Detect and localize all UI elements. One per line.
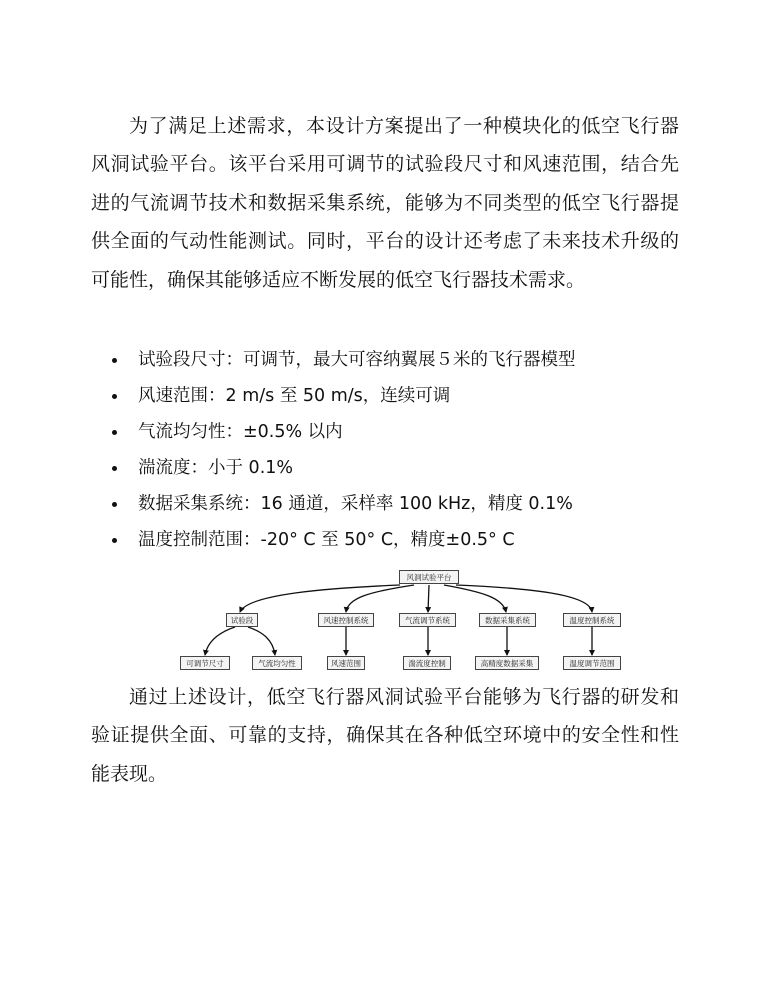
diagram-leaf-speed-range: 风速范围 — [327, 656, 365, 670]
edge-test-section-to-adjustable-size — [205, 627, 235, 655]
diagram-root-node: 风洞试验平台 — [399, 570, 459, 584]
spec-item: 数据采集系统：16 通道，采样率 100 kHz，精度 0.1% — [111, 486, 576, 522]
spec-item: 湍流度：小于 0.1% — [111, 450, 576, 486]
edge-root-to-data-acquisition — [444, 585, 506, 612]
edge-root-to-temperature-control — [456, 585, 592, 612]
diagram-leaf-turbulence-control: 湍流度控制 — [403, 656, 451, 670]
diagram-leaf-flow-uniformity: 气流均匀性 — [252, 656, 302, 670]
edge-root-to-test-section — [240, 585, 400, 612]
edge-root-to-speed-control — [346, 585, 414, 612]
spec-item: 风速范围：2 m/s 至 50 m/s，连续可调 — [111, 378, 576, 414]
diagram-leaf-temperature-range: 温度调节范围 — [563, 656, 621, 670]
platform-structure-diagram — [178, 566, 638, 678]
diagram-node-speed-control: 风速控制系统 — [318, 613, 374, 627]
spec-item: 试验段尺寸：可调节，最大可容纳翼展５米的飞行器模型 — [111, 342, 576, 378]
edge-test-section-to-flow-uniformity — [248, 627, 275, 655]
diagram-node-flow-regulation: 气流调节系统 — [399, 613, 456, 627]
intro-paragraph: 为了满足上述需求，本设计方案提出了一种模块化的低空飞行器风洞试验平台。该平台采用可调节的试验段尺寸和风速范围，结合先进的气流调节技术和数据采集系统，能够为不同类型的低空飞行器提供全面的气动性能测试。同时，平台的设计还考虑了未来技术升级的可能性，确保其能够适应不断发展的低空飞行器技术需求。 — [91, 115, 679, 291]
spec-item: 温度控制范围：-20° C 至 50° C，精度±0.5° C — [111, 522, 576, 558]
diagram-leaf-hp-data-acquisition: 高精度数据采集 — [475, 656, 539, 670]
diagram-node-test-section: 试验段 — [226, 613, 258, 627]
conclusion-paragraph: 通过上述设计，低空飞行器风洞试验平台能够为飞行器的研发和验证提供全面、可靠的支持，确保其在各种低空环境中的安全性和性能表现。 — [91, 686, 679, 785]
diagram-node-temperature-control: 温度控制系统 — [563, 613, 621, 627]
diagram-node-data-acquisition: 数据采集系统 — [479, 613, 536, 627]
spec-list — [111, 342, 576, 558]
edge-root-to-flow-regulation — [428, 585, 429, 612]
diagram-leaf-adjustable-size: 可调节尺寸 — [180, 656, 230, 670]
spec-item: 气流均匀性：±0.5% 以内 — [111, 414, 576, 450]
